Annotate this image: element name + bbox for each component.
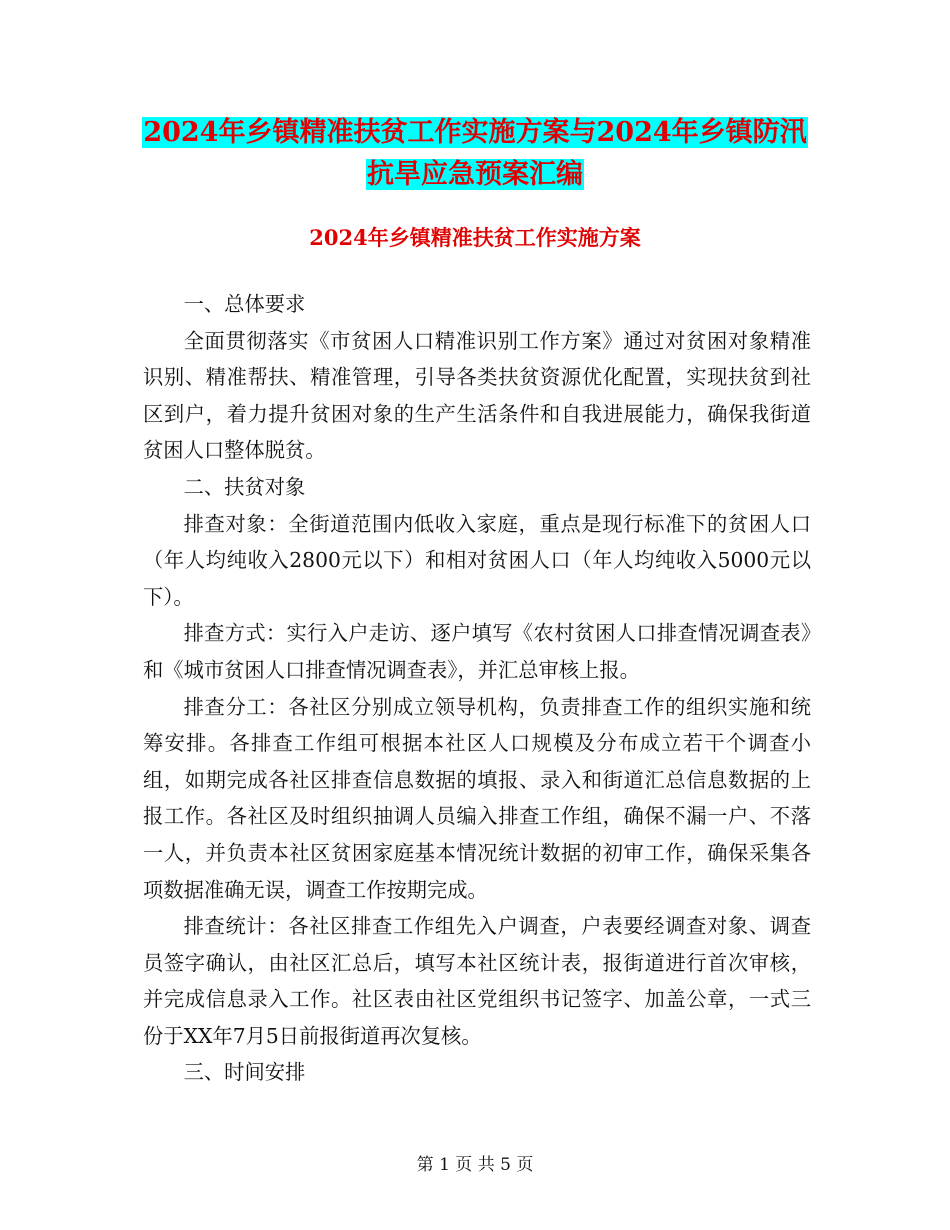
document-body [143,286,811,1091]
paragraph-survey-targets: 排查对象：全街道范围内低收入家庭，重点是现行标准下的贫困人口（年人均纯收入2800元以下）和相对贫困人口（年人均纯收入5000元以下）。 [143,511,811,609]
title-highlight-1: 2024年乡镇精准扶贫工作实施方案与2024年乡镇防汛 [143,117,807,148]
heading-poverty-targets: 二、扶贫对象 [183,474,306,499]
paragraph-survey-division: 排查分工：各社区分别成立领导机构，负责排查工作的组织实施和统筹安排。各排查工作组可根据本社区人口规模及分布成立若干个调查小组，如期完成各社区排查信息数据的填报、录入和街道汇总信息数据的上报工作。各社区及时组织抽调人员编入排查工作组，确保不漏一户、不落一人，并负责本社区贫困家庭基本情况统计数据的初审工作，确保采集各项数据准确无误，调查工作按期完成。 [143,694,811,902]
document-title-line-1 [0,110,950,156]
title-highlight-2: 抗旱应急预案汇编 [367,159,583,190]
paragraph-overall-requirements: 全面贯彻落实《市贫困人口精准识别工作方案》通过对贫困对象精准识别、精准帮扶、精准管理，引导各类扶贫资源优化配置，实现扶贫到社区到户，着力提升贫困对象的生产生活条件和自我进展能力，确保我街道贫困人口整体脱贫。 [143,328,811,463]
heading-overall-requirements: 一、总体要求 [183,292,306,316]
paragraph-survey-method: 排查方式：实行入户走访、逐户填写《农村贫困人口排查情况调查表》和《城市贫困人口排查情况调查表》，并汇总审核上报。 [143,621,811,682]
section-title: 2024年乡镇精准扶贫工作实施方案 [309,225,641,250]
heading-time-schedule: 三、时间安排 [183,1060,306,1085]
document-title-line-2 [0,152,950,198]
page-number-footer: 第 1 页 共 5 页 [416,1155,534,1175]
paragraph-survey-statistics: 排查统计：各社区排查工作组先入户调查，户表要经调查对象、调查员签字确认，由社区汇总后，填写本社区统计表，报街道进行首次审核，并完成信息录入工作。社区表由社区党组织书记签字、加盖公章，一式三份于XX年7月5日前报街道再次复核。 [143,914,811,1048]
